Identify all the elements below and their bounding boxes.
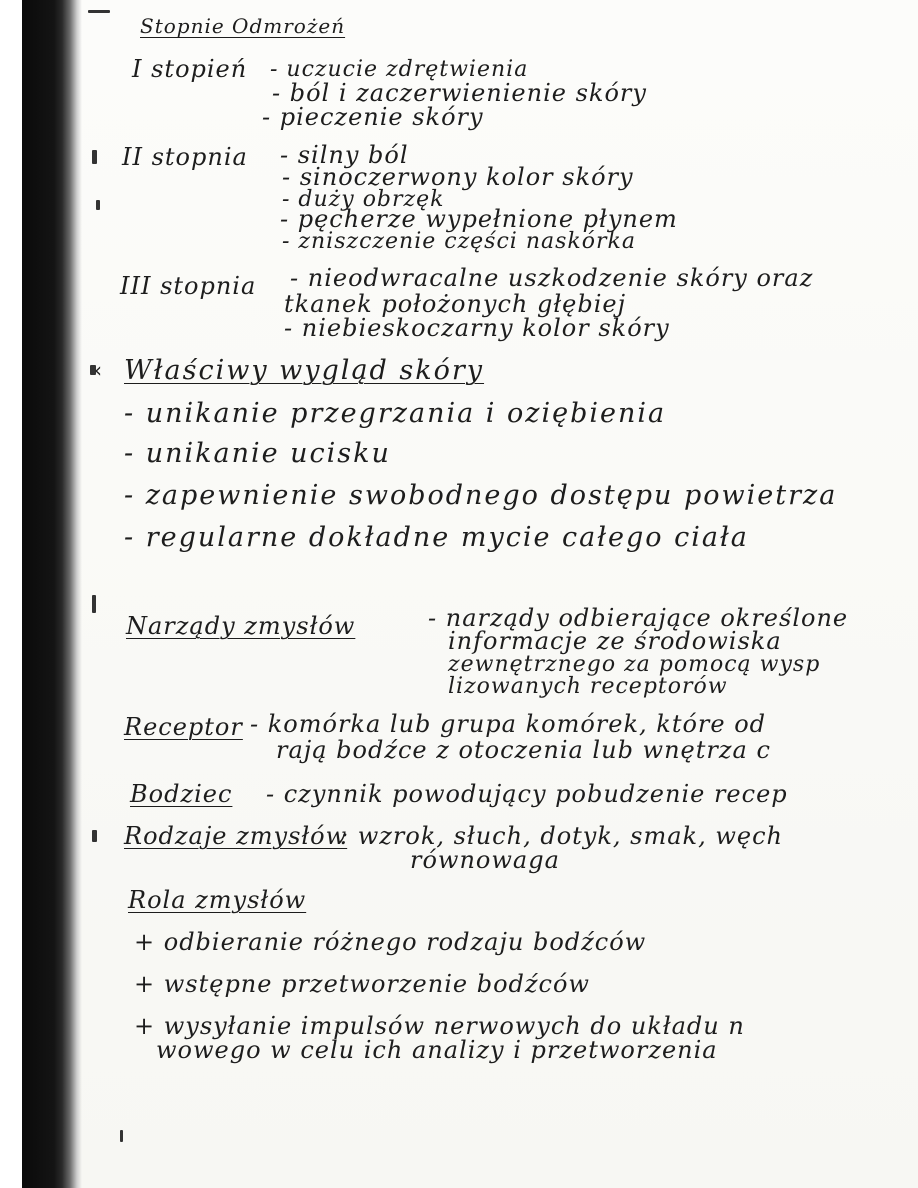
role-item: + wysyłanie impulsów nerwowych do układu n [134, 1012, 745, 1040]
types-list-continued: równowaga [410, 846, 560, 874]
senses-definition-line: informacje ze środowiska [448, 627, 782, 655]
role-heading: Rola zmysłów [128, 886, 307, 914]
types-list: : wzrok, słuch, dotyk, smak, węch [340, 822, 783, 850]
degree-2-item: - duży obrzęk [282, 187, 445, 212]
role-item: + wstępne przetworzenie bodźców [134, 970, 590, 998]
stimulus-term: Bodziec [130, 780, 233, 808]
stimulus-definition: - czynnik powodujący pobudzenie recep [266, 780, 788, 808]
degree-1-item: - ból i zaczerwienienie skóry [272, 79, 647, 107]
degree-1-item: - uczucie zdrętwienia [270, 57, 529, 82]
types-term: Rodzaje zmysłów [124, 822, 348, 850]
receptor-definition-line: - komórka lub grupa komórek, które od [250, 710, 767, 738]
senses-definition-line: - narządy odbierające określone [428, 604, 849, 632]
senses-definition-line: lizowanych receptorów [448, 674, 728, 699]
care-item: - zapewnienie swobodnego dostępu powietrza [124, 480, 838, 511]
degree-3-line: - niebieskoczarny kolor skóry [284, 314, 670, 342]
scan-speck [88, 10, 110, 13]
degree-2-item: - silny ból [280, 141, 409, 169]
degree-3-line: - nieodwracalne uszkodzenie skóry oraz [290, 264, 814, 292]
degree-1-label: I stopień [132, 55, 248, 83]
care-item: - unikanie ucisku [124, 438, 391, 469]
degree-3-label: III stopnia [120, 272, 257, 300]
degree-3-line: tkanek położonych głębiej [284, 290, 627, 318]
degree-2-item: - zniszczenie części naskórka [282, 229, 636, 254]
margin-mark: ‹ [94, 358, 102, 382]
care-item: - unikanie przegrzania i oziębienia [124, 398, 667, 429]
degree-2-item: - sinoczerwony kolor skóry [282, 163, 634, 191]
scan-speck [96, 200, 100, 210]
receptor-definition-line: rają bodźce z otoczenia lub wnętrza c [276, 736, 771, 764]
scan-speck [92, 595, 96, 613]
senses-definition-line: zewnętrznego za pomocą wysp [448, 652, 821, 677]
scan-speck [92, 830, 97, 842]
page-title: Stopnie Odmrożeń [140, 14, 346, 38]
degree-2-label: II stopnia [122, 143, 248, 171]
role-item: + odbieranie różnego rodzaju bodźców [134, 928, 647, 956]
senses-term: Narządy zmysłów [126, 612, 356, 640]
scan-speck [120, 1130, 123, 1142]
care-heading: Właściwy wygląd skóry [124, 355, 485, 386]
degree-1-item: - pieczenie skóry [262, 103, 484, 131]
scan-speck [92, 150, 97, 164]
receptor-term: Receptor [124, 713, 243, 741]
role-item-continued: wowego w celu ich analizy i przetworzenia [156, 1036, 718, 1064]
degree-2-item: - pęcherze wypełnione płynem [280, 205, 678, 233]
care-item: - regularne dokładne mycie całego ciała [124, 522, 749, 553]
binding-shadow [22, 0, 82, 1188]
